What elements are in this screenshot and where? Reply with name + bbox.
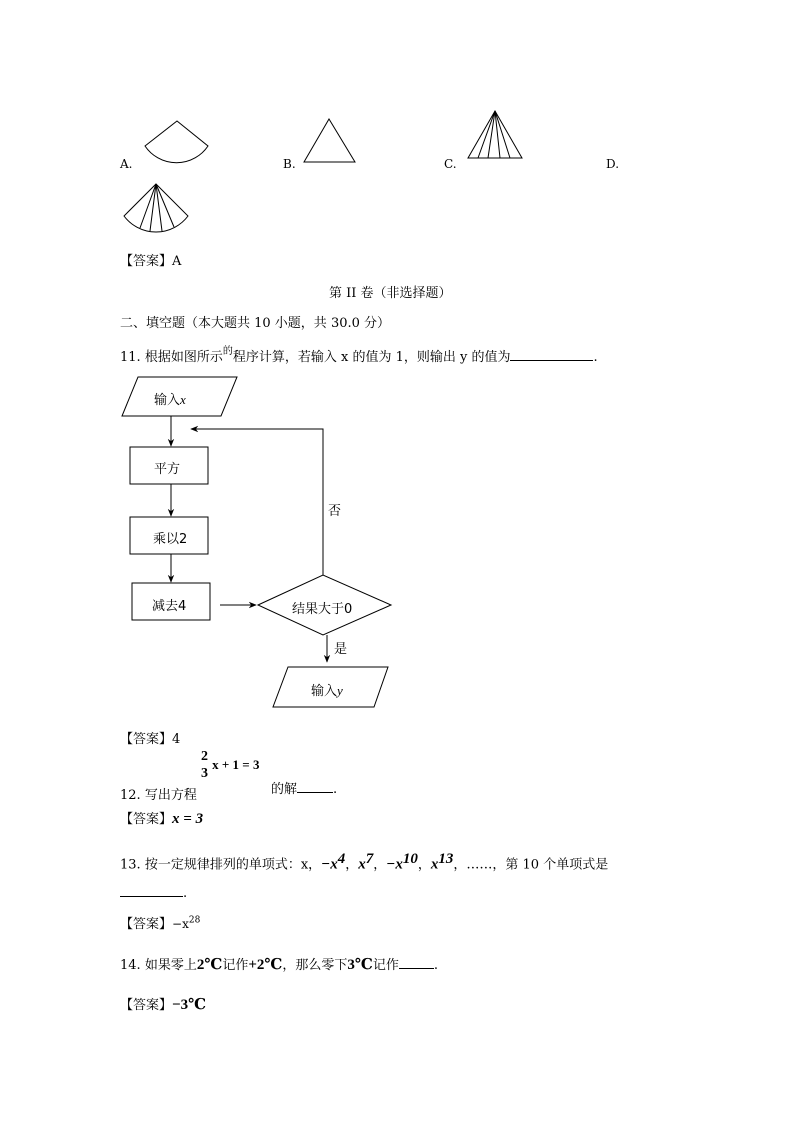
fc-square-label: 平方 — [154, 462, 181, 477]
fc-multiply-label: 乘以2 — [153, 532, 188, 547]
question-text: 写出方程 — [144, 787, 197, 803]
fc-output-text: 输入 — [311, 684, 338, 699]
term-1-exp: 4 — [337, 851, 346, 867]
q13-blank-line — [120, 884, 187, 901]
fc-output-label — [311, 680, 343, 699]
term-4-exp: 13 — [438, 851, 454, 867]
fc-input-text: 输入 — [154, 393, 181, 408]
fc-decision-label: 结果大于0 — [292, 602, 353, 617]
question-number: 13. — [120, 857, 141, 873]
option-a-figure — [140, 116, 212, 166]
answer-blank — [399, 956, 434, 969]
fraction-numerator: 2 — [200, 749, 208, 764]
answer-value: x = 3 — [172, 811, 204, 827]
fc-input-label — [154, 389, 186, 408]
question-text: 如果零上 — [144, 958, 197, 973]
answer-blank — [297, 780, 333, 793]
question-end: . — [183, 886, 188, 901]
answer-blank — [510, 348, 593, 361]
answer-blank — [120, 884, 183, 897]
answer-label: 【答案】 — [120, 732, 173, 747]
option-c-label: C. — [444, 157, 457, 171]
question-text-2: ，……，第 10 个单项式是 — [453, 857, 609, 873]
fc-yes-label: 是 — [334, 642, 348, 657]
q12-question — [120, 749, 260, 803]
answer-value: −3℃ — [172, 997, 207, 1013]
q12-tail — [271, 778, 337, 797]
q10-answer — [120, 250, 181, 269]
answer-label: 【答案】 — [120, 917, 173, 932]
term-3: −x — [386, 856, 403, 873]
question-text: 根据如图所示 — [144, 350, 223, 365]
answer-value: 4 — [172, 732, 181, 747]
q14-answer — [120, 994, 206, 1014]
question-end: . — [433, 958, 439, 973]
question-text-4: 记作 — [372, 958, 399, 973]
option-d-label: D. — [606, 157, 620, 171]
question-end: . — [333, 782, 338, 797]
answer-label: 【答案】 — [120, 998, 173, 1013]
q13-question: 13. 按一定规律排列的单项式：x，$-x^4$，$x^7$，$-x^{10}$，$x^{13}$，……，第 10 个单项式是 — [120, 851, 609, 873]
question-number: 12. — [120, 787, 141, 803]
question-text-2: 记作 — [222, 958, 249, 973]
q14-question — [120, 954, 438, 974]
fraction — [201, 748, 208, 782]
fraction-denominator: 3 — [200, 766, 208, 781]
q11-question — [120, 346, 598, 365]
question-text-2: 程序计算，若输入 x 的值为 1，则输出 y 的值为 — [232, 350, 511, 365]
equation-rest: x + 1 = 3 — [212, 756, 260, 772]
answer-value: A — [172, 254, 182, 269]
term-3-exp: 10 — [402, 851, 418, 867]
option-b-label: B. — [283, 157, 296, 171]
q12-answer — [120, 808, 203, 828]
section-heading: 第 II 卷（非选择题） — [329, 286, 452, 301]
answer-exp: 28 — [188, 915, 201, 926]
superscript-de: 的 — [222, 346, 233, 357]
term-2-exp: 7 — [365, 851, 374, 867]
option-d-figure — [120, 182, 192, 236]
question-text-2: 的解 — [271, 782, 298, 797]
q13-answer — [120, 913, 200, 932]
part-heading: 二、填空题（本大题共 10 小题，共 30.0 分） — [120, 316, 391, 331]
question-text-3: ，那么零下 — [282, 958, 348, 973]
value-2: +2℃ — [248, 957, 283, 973]
value-1: 2℃ — [196, 957, 223, 973]
fc-no-label: 否 — [328, 504, 342, 519]
value-3: 3℃ — [347, 957, 373, 973]
question-number: 14. — [120, 958, 141, 973]
option-c-figure — [463, 108, 525, 164]
term-4: x — [430, 856, 439, 873]
question-text: 按一定规律排列的单项式：x， — [144, 857, 322, 873]
question-end: . — [593, 350, 598, 365]
question-number: 11. — [120, 350, 141, 365]
term-1: −x — [321, 856, 338, 873]
term-2: x — [358, 856, 366, 873]
answer-value: −x — [172, 917, 189, 931]
option-a-label: A. — [120, 157, 133, 171]
answer-label: 【答案】 — [120, 254, 173, 269]
answer-label: 【答案】 — [120, 812, 173, 827]
fc-output-var: y — [337, 683, 343, 698]
q11-answer — [120, 728, 180, 747]
option-b-figure — [302, 116, 360, 166]
fc-input-var: x — [180, 392, 186, 407]
fc-subtract-label: 减去4 — [152, 599, 187, 614]
